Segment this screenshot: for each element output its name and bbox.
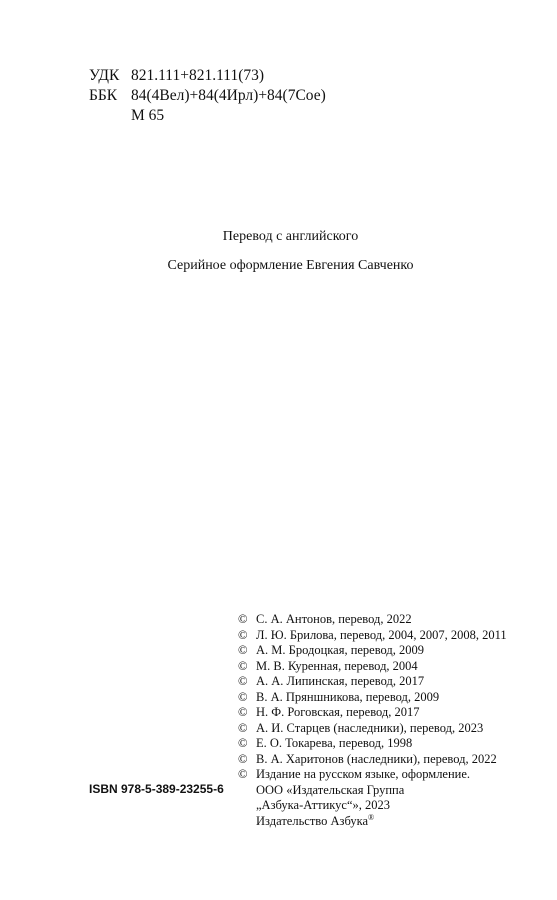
copyright-line bbox=[238, 659, 507, 675]
isbn-number: ISBN 978-5-389-23255-6 bbox=[89, 782, 224, 796]
author-mark: М 65 bbox=[131, 107, 165, 124]
copyright-line bbox=[238, 690, 507, 706]
bbk-value: 84(4Вел)+84(4Ирл)+84(7Сое) bbox=[131, 87, 326, 104]
copyright-line bbox=[238, 612, 507, 628]
copyright-text: А. А. Липинская, перевод, 2017 bbox=[256, 674, 425, 688]
bbk-label: ББК bbox=[89, 87, 118, 104]
bbk-row bbox=[89, 86, 326, 106]
copyright-line bbox=[238, 628, 507, 644]
publisher-group-name-line: „Азбука-Аттикус“», 2023 bbox=[256, 798, 391, 812]
copyright-text: Л. Ю. Брилова, перевод, 2004, 2007, 2008, 2011 bbox=[256, 627, 507, 642]
copyright-text: В. А. Харитонов (наследники), перевод, 2022 bbox=[256, 751, 497, 766]
publisher-edition-line bbox=[238, 767, 507, 783]
copyright-text: А. М. Бродоцкая, перевод, 2009 bbox=[256, 643, 425, 657]
edition-text: Издание на русском языке, оформление. bbox=[256, 767, 471, 781]
copyright-icon: © bbox=[238, 751, 248, 766]
copyright-icon: © bbox=[238, 627, 248, 642]
copyright-text: А. И. Старцев (наследники), перевод, 2023 bbox=[256, 720, 484, 735]
copyright-icon: © bbox=[238, 689, 248, 704]
imprint-text: Издательство Азбука bbox=[256, 813, 369, 828]
copyright-text: С. А. Антонов, перевод, 2022 bbox=[256, 612, 412, 626]
copyright-icon: © bbox=[238, 736, 248, 750]
copyright-icon: © bbox=[238, 674, 248, 688]
translation-note: Перевод с английского bbox=[222, 229, 359, 244]
copyright-line bbox=[238, 705, 507, 721]
copyright-line bbox=[238, 643, 507, 659]
copyright-text: Н. Ф. Роговская, перевод, 2017 bbox=[256, 705, 420, 719]
copyright-text: Е. О. Токарева, перевод, 1998 bbox=[256, 736, 413, 750]
copyright-line bbox=[238, 674, 507, 690]
copyright-icon: © bbox=[238, 658, 248, 673]
udk-row bbox=[89, 66, 326, 86]
udk-value: 821.111+821.111(73) bbox=[131, 67, 265, 84]
copyright-line bbox=[238, 736, 507, 752]
copyright-icon: © bbox=[238, 643, 248, 657]
classification-block bbox=[89, 66, 326, 126]
series-design-credit: Серийное оформление Евгения Савченко bbox=[167, 258, 414, 273]
copyright-line bbox=[238, 721, 507, 737]
author-mark-row bbox=[89, 106, 326, 126]
copyright-block bbox=[238, 612, 507, 829]
copyright-text: В. А. Пряншникова, перевод, 2009 bbox=[256, 689, 440, 704]
registered-mark-icon: ® bbox=[368, 812, 375, 822]
copyright-icon: © bbox=[238, 767, 248, 781]
copyright-line bbox=[238, 752, 507, 768]
copyright-text: М. В. Куренная, перевод, 2004 bbox=[256, 658, 418, 673]
publisher-group-line: ООО «Издательская Группа bbox=[256, 782, 405, 797]
copyright-icon: © bbox=[238, 705, 248, 719]
udk-label: УДК bbox=[89, 67, 120, 84]
copyright-icon: © bbox=[238, 720, 248, 735]
copyright-icon: © bbox=[238, 612, 248, 626]
publisher-imprint-line bbox=[238, 814, 507, 830]
